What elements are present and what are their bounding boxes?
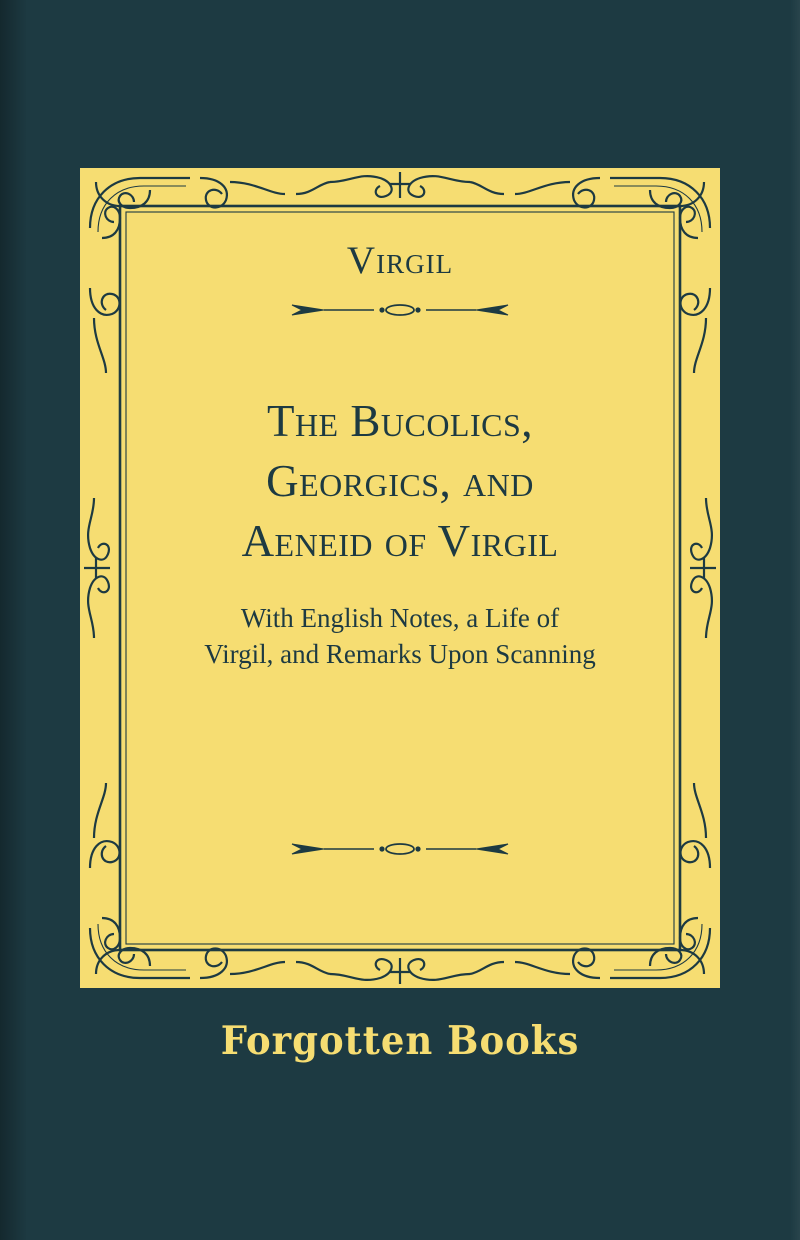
book-title-line: Aeneid of Virgil xyxy=(241,515,559,566)
book-subtitle-line: With English Notes, a Life of xyxy=(240,602,560,633)
ornament-divider-bottom xyxy=(290,838,510,860)
author-name: Virgil xyxy=(346,239,454,282)
panel-content-layer xyxy=(80,168,720,988)
book-title-line: The Bucolics, xyxy=(266,396,534,446)
book-title-line: Georgics, and xyxy=(266,455,534,506)
book-subtitle xyxy=(140,600,660,673)
ornament-divider xyxy=(290,299,510,321)
book-subtitle-line: Virgil, and Remarks Upon Scanning xyxy=(204,638,596,669)
book-title xyxy=(140,392,660,572)
publisher-imprint xyxy=(0,1018,800,1062)
publisher-name: Forgotten Books xyxy=(220,1016,580,1064)
